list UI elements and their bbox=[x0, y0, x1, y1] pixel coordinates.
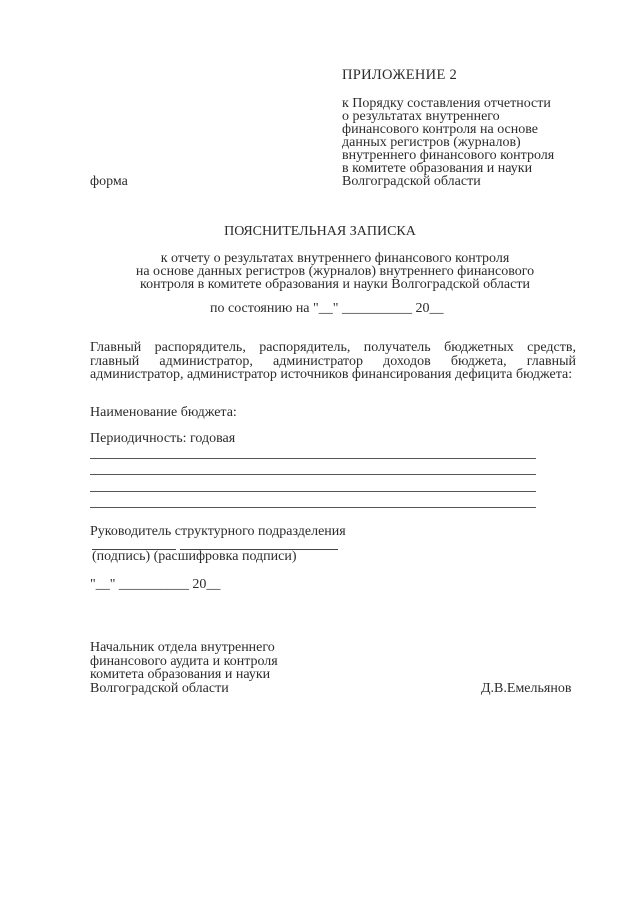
appendix-line: внутреннего финансового контроля bbox=[342, 148, 555, 163]
budget-name-field: Наименование бюджета: bbox=[90, 405, 237, 420]
signature-date: "__" __________ 20__ bbox=[90, 577, 221, 592]
blank-line bbox=[90, 491, 536, 492]
appendix-title: ПРИЛОЖЕНИЕ 2 bbox=[342, 67, 458, 83]
document-subtitle bbox=[0, 252, 640, 291]
subtitle-line: контроля в комитете образования и науки Волгоградской области bbox=[140, 277, 530, 292]
appendix-line: в комитете образования и науки bbox=[342, 161, 533, 176]
blank-line bbox=[90, 474, 536, 475]
main-manager-field: Главный распорядитель, распорядитель, получатель бюджетных средств, главный администратор, администратор доходов бюджета, главный администратор, администратор источников финансирования дефицита бюджета: bbox=[90, 340, 576, 382]
as-of-date: по состоянию на "__" __________ 20__ bbox=[210, 301, 444, 316]
subtitle-line: на основе данных регистров (журналов) внутреннего финансового bbox=[135, 264, 535, 279]
subtitle-line: к отчету о результатах внутреннего финансового контроля bbox=[160, 251, 510, 266]
chief-position-line: финансового аудита и контроля bbox=[90, 653, 278, 669]
appendix-line: о результатах внутреннего bbox=[342, 109, 500, 124]
head-of-unit-label: Руководитель структурного подразделения bbox=[90, 524, 346, 539]
chief-position-line: Начальник отдела внутреннего bbox=[90, 640, 275, 655]
periodicity-field: Периодичность: годовая bbox=[90, 431, 236, 446]
signature-labels: (подпись) (расшифровка подписи) bbox=[92, 549, 297, 564]
blank-line bbox=[90, 458, 536, 459]
chief-position-line: комитета образования и науки bbox=[90, 667, 271, 682]
appendix-line: данных регистров (журналов) bbox=[342, 135, 521, 150]
form-label: форма bbox=[90, 174, 128, 189]
chief-name: Д.В.Емельянов bbox=[481, 681, 572, 696]
document-title: ПОЯСНИТЕЛЬНАЯ ЗАПИСКА bbox=[224, 224, 416, 239]
appendix-line: финансового контроля на основе bbox=[342, 122, 538, 137]
appendix-line: Волгоградской области bbox=[342, 174, 481, 189]
chief-position bbox=[90, 641, 278, 695]
blank-line bbox=[90, 507, 536, 508]
appendix-line: к Порядку составления отчетности bbox=[342, 96, 551, 111]
chief-position-line: Волгоградской области bbox=[90, 680, 229, 696]
appendix-reference bbox=[342, 97, 554, 188]
